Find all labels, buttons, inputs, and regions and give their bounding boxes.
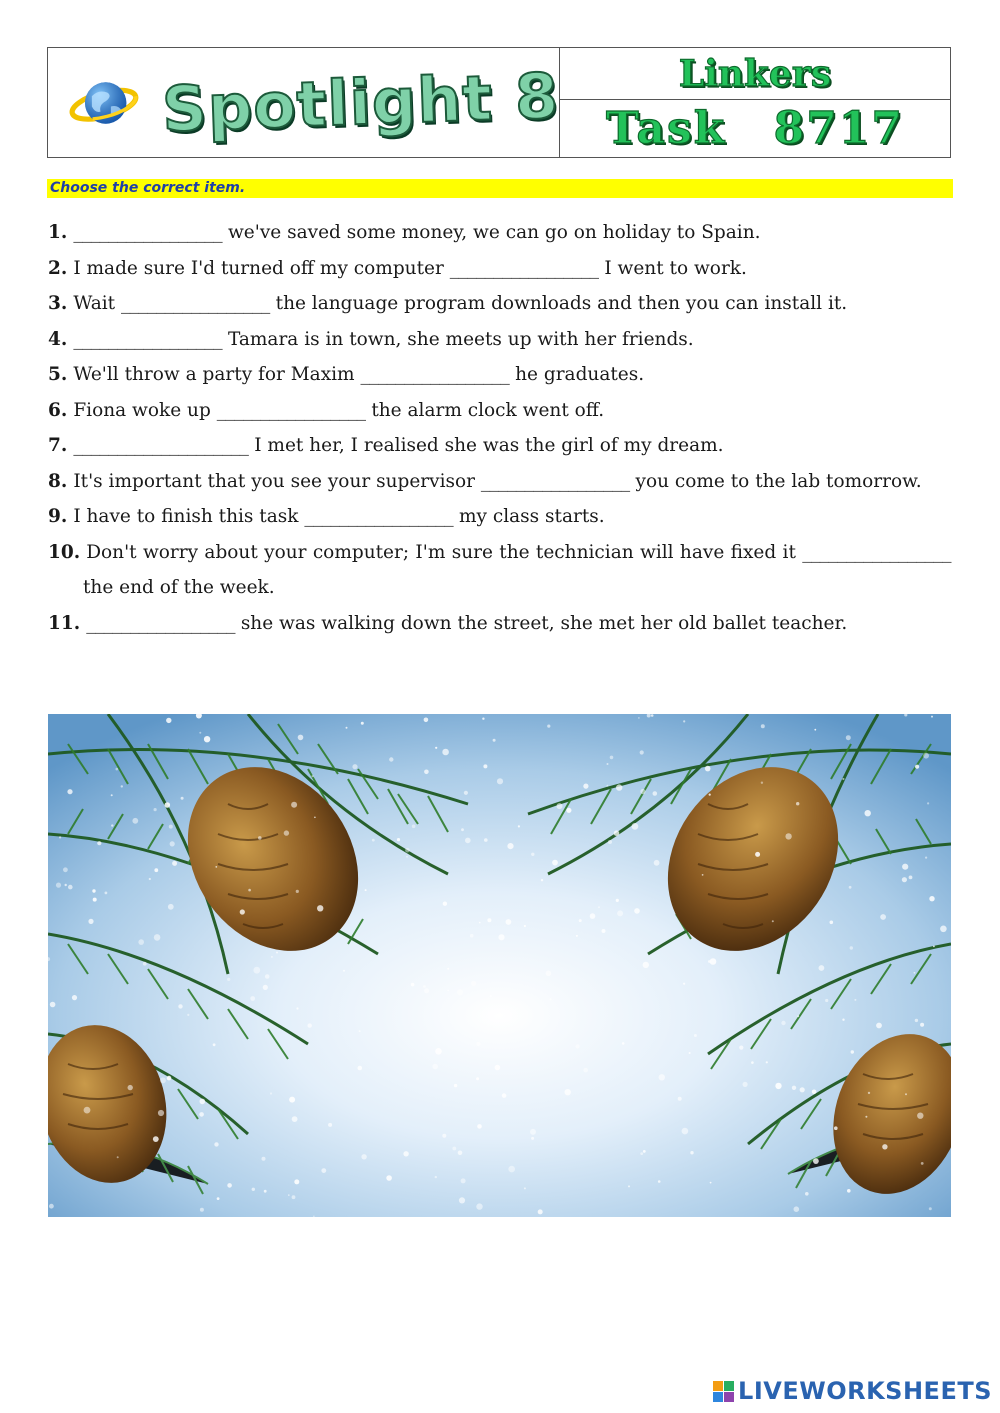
answer-blank[interactable]: _________________ — [360, 364, 510, 385]
item-number: 10. — [48, 541, 81, 563]
exercise-item — [48, 215, 951, 251]
exercise-item — [48, 286, 951, 322]
item-text-before: It's important that you see your supervisor — [73, 470, 481, 492]
item-text-after: the alarm clock went off. — [365, 399, 605, 421]
item-text-before: We'll throw a party for Maxim — [73, 364, 361, 385]
globe-icon — [66, 69, 142, 137]
exercise-item — [48, 606, 951, 642]
answer-blank[interactable]: _________________ — [121, 293, 270, 314]
exercise-item — [48, 464, 951, 500]
item-number: 3. — [48, 293, 68, 314]
task-number: 8717 — [773, 103, 905, 154]
item-text-after: Tamara is in town, she meets up with her friends. — [222, 328, 694, 350]
liveworksheets-logo[interactable] — [713, 1377, 992, 1405]
item-number: 1. — [48, 222, 68, 243]
item-text-after: the end of the week. — [83, 577, 275, 598]
brand-logo-text — [160, 58, 561, 146]
item-text-after: he graduates. — [509, 364, 645, 385]
item-text-before: I made sure I'd turned off my computer — [73, 257, 450, 279]
answer-blank[interactable]: _________________ — [216, 399, 366, 421]
title-row — [560, 48, 950, 100]
item-number: 9. — [48, 506, 68, 527]
worksheet-header — [47, 47, 951, 158]
exercise-item — [48, 535, 951, 606]
item-text-after: she was walking down the street, she met her old ballet teacher. — [234, 612, 848, 634]
exercise-item — [48, 499, 951, 535]
task-label — [606, 103, 904, 154]
logo-cell — [48, 48, 560, 157]
item-text-before: Wait — [73, 293, 121, 314]
item-text-after: you come to the lab tomorrow. — [629, 470, 922, 492]
item-number: 11. — [48, 612, 81, 634]
footer-brand: LIVEWORKSHEETS — [738, 1377, 992, 1405]
item-text-before: I have to finish this task — [73, 506, 305, 527]
exercise-item — [48, 428, 951, 464]
item-text-before: Fiona woke up — [73, 399, 217, 421]
exercise-list — [48, 215, 951, 641]
brand-name: Spotlight — [160, 60, 495, 146]
answer-blank[interactable]: _________________ — [802, 541, 951, 563]
item-number: 4. — [48, 328, 68, 350]
answer-blank[interactable]: _________________ — [480, 470, 630, 492]
answer-blank[interactable]: _________________ — [73, 328, 223, 350]
item-number: 7. — [48, 435, 68, 456]
title-cell — [560, 48, 950, 157]
instruction-bar: Choose the correct item. — [47, 179, 953, 198]
answer-blank[interactable]: _________________ — [304, 506, 454, 527]
liveworksheets-badge-icon — [713, 1381, 734, 1402]
task-word: Task — [605, 103, 727, 154]
brand-number: 8 — [513, 58, 561, 134]
exercise-item — [48, 357, 951, 393]
answer-blank[interactable]: _________________ — [86, 612, 235, 634]
item-number: 2. — [48, 257, 68, 279]
winter-pine-photo — [48, 714, 951, 1217]
item-number: 8. — [48, 470, 68, 492]
item-text-after: the language program downloads and then you can install it. — [269, 293, 848, 314]
task-row — [560, 100, 950, 157]
answer-blank[interactable]: _________________ — [73, 222, 223, 243]
answer-blank[interactable]: _________________ — [449, 257, 599, 279]
item-text-after: we've saved some money, we can go on holiday to Spain. — [222, 222, 761, 243]
answer-blank[interactable]: ____________________ — [73, 435, 249, 456]
item-text-after: my class starts. — [453, 506, 605, 527]
item-number: 6. — [48, 399, 68, 421]
item-text-after: I went to work. — [598, 257, 747, 279]
item-number: 5. — [48, 364, 68, 385]
item-text-before: Don't worry about your computer; I'm sure the technician will have fixed it — [86, 541, 803, 563]
item-text-after: I met her, I realised she was the girl of my dream. — [248, 435, 724, 456]
exercise-item — [48, 393, 951, 429]
exercise-item — [48, 322, 951, 358]
exercise-item — [48, 251, 951, 287]
worksheet-title: Linkers — [678, 52, 832, 95]
